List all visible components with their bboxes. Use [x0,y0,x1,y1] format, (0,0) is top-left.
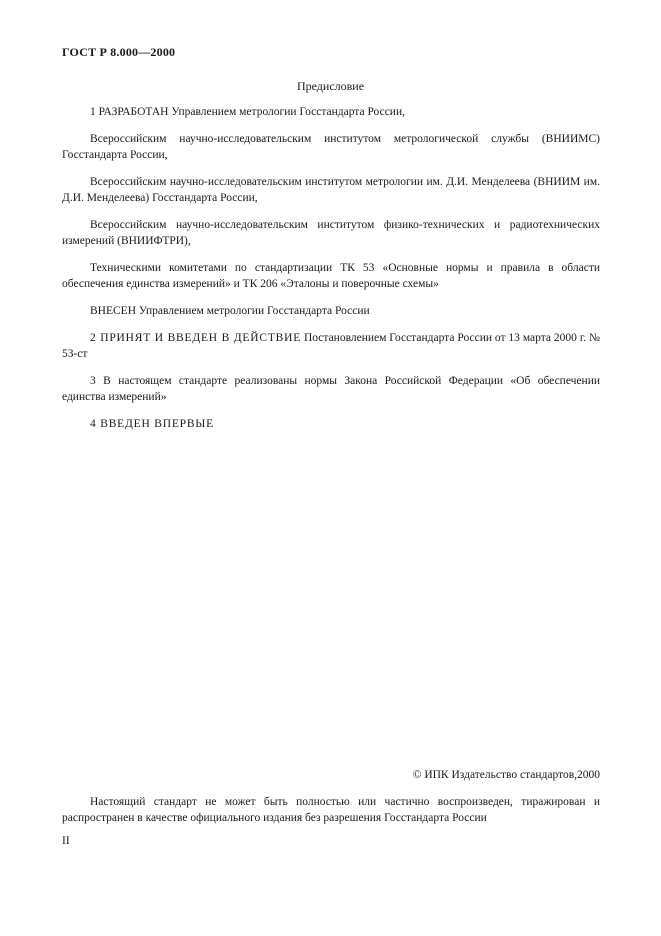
paragraph-vniims: Всероссийским научно-исследовательским институтом метрологической службы (ВНИИМС) Госстандарта России, [62,133,600,161]
adopted-label: 2 ПРИНЯТ И ВВЕДЕН В ДЕЙСТВИЕ [90,332,302,344]
paragraph-introduced [62,303,600,319]
paragraph-first-introduced: 4 ВВЕДЕН ВПЕРВЫЕ [90,418,214,430]
page-number: II [62,835,70,847]
copyright-line: © ИПК Издательство стандартов,2000 [412,769,600,781]
developed-label: 1 РАЗРАБОТАН [90,106,169,118]
paragraph-committees: Техническими комитетами по стандартизации ТК 53 «Основные нормы и правила в области обеспечения единства измерений» и ТК 206 «Эталоны и поверочные схемы» [62,262,600,290]
paragraph-law: 3 В настоящем стандарте реализованы нормы Закона Российской Федерации «Об обеспечении единства измерений» [62,375,600,403]
paragraph-vniiftri: Всероссийским научно-исследовательским институтом физико-технических и радиотехнических измерений (ВНИИФТРИ), [62,219,600,247]
introduced-text: Управлением метрологии Госстандарта России [136,305,370,317]
document-code: ГОСТ Р 8.000—2000 [62,45,176,59]
paragraph-vniim: Всероссийским научно-исследовательским институтом метрологии им. Д.И. Менделеева (ВНИИМ им. Д.И. Менделеева) Госстандарта России, [62,176,600,204]
foreword-body [62,104,600,443]
reproduction-notice: Настоящий стандарт не может быть полностью или частично воспроизведен, тиражирован и распространен в качестве официального издания без разрешения Госстандарта России [62,796,600,824]
paragraph-adopted [62,330,600,362]
adopted-text: Постановлением Госстандарта России от 13 марта 2000 г. № 53-ст [62,332,600,360]
introduced-label: ВНЕСЕН [90,305,136,317]
developed-text: Управлением метрологии Госстандарта России, [168,106,405,118]
foreword-title: Предисловие [296,79,365,93]
paragraph-developed-by [62,104,600,120]
